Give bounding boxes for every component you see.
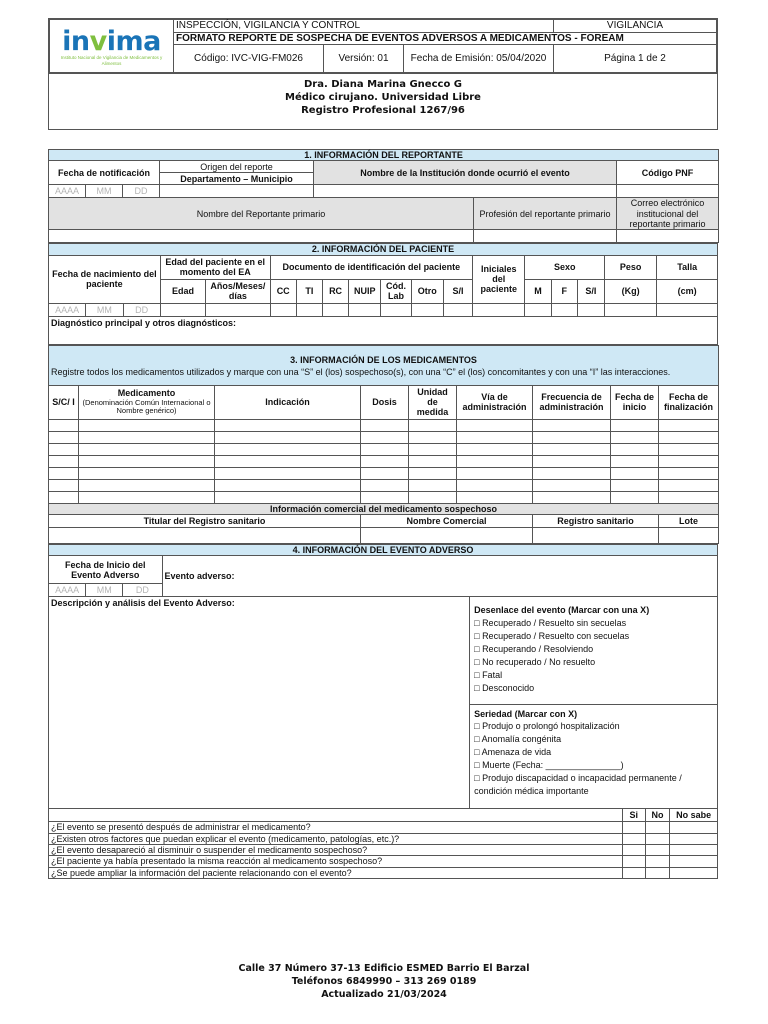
medication-cell[interactable]: [49, 479, 79, 491]
section-3-title: 3. INFORMACIÓN DE LOS MEDICAMENTOS: [290, 354, 477, 365]
doc-codlab-label: Cód. Lab: [381, 279, 411, 303]
comercial-label: Información comercial del medicamento sospechoso: [49, 503, 719, 514]
doctor-name: Dra. Diana Marina Gnecco G: [303, 79, 463, 90]
edad-ea-label: Edad del paciente en el momento del EA: [160, 255, 270, 279]
medication-cell[interactable]: [457, 491, 533, 503]
seriedad-option[interactable]: [474, 746, 713, 759]
checkbox-icon[interactable]: □: [474, 772, 483, 783]
seriedad-option[interactable]: [474, 772, 713, 798]
subarea-label: VIGILANCIA: [554, 20, 717, 33]
desenlace-option-label: Desconocido: [482, 682, 535, 693]
depto-input[interactable]: [160, 185, 314, 198]
medicamento-label: [79, 385, 215, 419]
medication-cell[interactable]: [457, 479, 533, 491]
form-version: Versión: 01: [324, 45, 404, 73]
issue-date: Fecha de Emisión: 05/04/2020: [404, 45, 554, 73]
checkbox-icon[interactable]: □: [474, 682, 483, 693]
sexo-m-label: M: [525, 279, 551, 303]
doctor-block: [49, 73, 717, 129]
medication-cell[interactable]: [361, 467, 409, 479]
footer-updated: Actualizado 21/03/2024: [321, 989, 447, 1000]
medication-cell[interactable]: [611, 479, 659, 491]
diagnostico-label: Diagnóstico principal y otros diagnósticos:: [49, 316, 718, 329]
answer-no-cell[interactable]: [645, 822, 670, 833]
question-text: ¿El evento se presentó después de administrar el medicamento?: [49, 822, 623, 833]
medication-cell[interactable]: [611, 431, 659, 443]
medication-cell[interactable]: [215, 419, 361, 431]
sexo-label: Sexo: [525, 255, 605, 279]
area-label: INSPECCIÓN, VIGILANCIA Y CONTROL: [174, 20, 554, 33]
doc-otro-input[interactable]: [411, 303, 443, 316]
answer-si-cell[interactable]: [622, 867, 645, 878]
answer-no-cell[interactable]: [645, 845, 670, 856]
desenlace-option-label: Recuperado / Resuelto con secuelas: [482, 630, 630, 641]
edad-input[interactable]: [160, 303, 205, 316]
registro-label: Registro sanitario: [533, 515, 659, 528]
medication-cell[interactable]: [611, 419, 659, 431]
medication-cell[interactable]: [79, 479, 215, 491]
medication-cell[interactable]: [457, 431, 533, 443]
medication-cell[interactable]: [533, 443, 611, 455]
medication-cell[interactable]: [409, 491, 457, 503]
medication-cell[interactable]: [611, 443, 659, 455]
codigo-pnf-input[interactable]: [617, 185, 719, 198]
doctor-title: Médico cirujano. Universidad Libre: [285, 92, 481, 103]
question-text: ¿El paciente ya había presentado la misma reacción al medicamento sospechoso?: [49, 856, 623, 867]
desenlace-option[interactable]: [474, 682, 713, 695]
desenlace-title: Desenlace del evento (Marcar con una X): [474, 605, 650, 616]
page-footer: [0, 962, 768, 1001]
seriedad-option[interactable]: [474, 733, 713, 746]
medication-cell[interactable]: [533, 419, 611, 431]
desenlace-box: [470, 597, 718, 705]
evento-day-input[interactable]: DD: [123, 584, 162, 597]
checkbox-icon[interactable]: □: [474, 759, 483, 770]
desenlace-option[interactable]: [474, 630, 713, 643]
seriedad-title: Seriedad (Marcar con X): [474, 709, 578, 720]
medication-cell[interactable]: [659, 443, 719, 455]
checkbox-icon[interactable]: □: [474, 669, 483, 680]
nombre-comercial-input[interactable]: [361, 528, 533, 544]
registro-input[interactable]: [533, 528, 659, 544]
peso-unit: (Kg): [604, 279, 656, 303]
report-form: [48, 149, 718, 879]
titular-label: Titular del Registro sanitario: [49, 515, 361, 528]
correo-input[interactable]: [617, 230, 719, 243]
question-row: [49, 833, 718, 844]
answer-nosabe-cell[interactable]: [670, 845, 718, 856]
medication-cell[interactable]: [361, 419, 409, 431]
logo-subtitle: Instituto Nacional de Vigilancia de Medicamentos y Alimentos: [60, 55, 163, 66]
lote-input[interactable]: [659, 528, 719, 544]
inicio-label: Fecha de inicio: [611, 385, 659, 419]
section-patient: [48, 243, 718, 344]
medication-cell[interactable]: [611, 491, 659, 503]
medication-cell[interactable]: [361, 455, 409, 467]
dosis-label: Dosis: [361, 385, 409, 419]
unidad-edad-input[interactable]: [206, 303, 270, 316]
question-text: ¿Se puede ampliar la información del paciente relacionando con el evento?: [49, 867, 623, 878]
desenlace-option[interactable]: [474, 656, 713, 669]
iniciales-input[interactable]: [473, 303, 525, 316]
edad-label: Edad: [160, 279, 205, 303]
seriedad-options: [474, 720, 713, 798]
doc-cc-label: CC: [270, 279, 296, 303]
question-row: [49, 867, 718, 878]
section-2-title: 2. INFORMACIÓN DEL PACIENTE: [49, 244, 718, 255]
notif-year-input[interactable]: AAAA: [49, 185, 86, 198]
profesion-label: Profesión del reportante primario: [474, 198, 617, 230]
desenlace-option-label: Recuperando / Resolviendo: [482, 643, 594, 654]
notif-month-input[interactable]: MM: [86, 185, 123, 198]
col-si-label: Si: [622, 809, 645, 822]
doc-otro-label: Otro: [411, 279, 443, 303]
medication-cell[interactable]: [49, 455, 79, 467]
checkbox-icon[interactable]: □: [474, 733, 482, 744]
seriedad-option-label: Anomalía congénita: [481, 733, 562, 744]
answer-no-cell[interactable]: [645, 833, 670, 844]
medication-cell[interactable]: [409, 443, 457, 455]
depto-label: Departamento – Municipio: [160, 173, 314, 185]
notif-day-input[interactable]: DD: [123, 185, 160, 198]
medication-cell[interactable]: [79, 419, 215, 431]
unidad-label: Unidad de medida: [409, 385, 457, 419]
medication-cell[interactable]: [215, 455, 361, 467]
seriedad-option-label: Produjo discapacidad o incapacidad permanente / condición médica importante: [474, 772, 682, 796]
talla-input[interactable]: [657, 303, 718, 316]
checkbox-icon[interactable]: □: [474, 746, 482, 757]
answer-no-cell[interactable]: [645, 867, 670, 878]
descripcion-area[interactable]: [49, 597, 470, 809]
medication-cell[interactable]: [659, 491, 719, 503]
evento-label: Evento adverso:: [162, 556, 717, 597]
medication-row: [49, 443, 719, 455]
medication-cell[interactable]: [659, 479, 719, 491]
doc-ti-label: TI: [296, 279, 322, 303]
sexo-si-label: S/I: [577, 279, 604, 303]
medication-cell[interactable]: [79, 455, 215, 467]
seriedad-option-label: Produjo o prolongó hospitalización: [482, 720, 620, 731]
seriedad-option[interactable]: [474, 720, 713, 733]
medication-cell[interactable]: [409, 419, 457, 431]
medication-cell[interactable]: [49, 443, 79, 455]
frecuencia-label: Frecuencia de administración: [533, 385, 611, 419]
doc-nuip-label: NUIP: [349, 279, 381, 303]
medication-cell[interactable]: [533, 467, 611, 479]
profesion-input[interactable]: [474, 230, 617, 243]
nac-day-input[interactable]: DD: [123, 303, 160, 316]
desenlace-option[interactable]: [474, 617, 713, 630]
logo-wordmark: invima: [62, 26, 161, 58]
reportante-label: Nombre del Reportante primario: [49, 198, 474, 230]
diagnostico-input[interactable]: [49, 329, 718, 344]
via-label: Vía de administración: [457, 385, 533, 419]
medication-cell[interactable]: [361, 443, 409, 455]
seriedad-option-label: Muerte (Fecha: _______________): [482, 759, 624, 770]
medication-cell[interactable]: [361, 491, 409, 503]
doc-ti-input[interactable]: [296, 303, 322, 316]
checkbox-icon[interactable]: □: [474, 720, 483, 731]
doc-cc-input[interactable]: [270, 303, 296, 316]
checkbox-icon[interactable]: □: [474, 643, 483, 654]
section-3-header: [49, 345, 719, 385]
question-row: [49, 845, 718, 856]
medication-cell[interactable]: [409, 467, 457, 479]
section-3-instructions: Registre todos los medicamentos utilizados y marque con una “S” el (los) sospechoso(s), con una “C” el (los) concomitantes y con una “I” las interacciones.: [51, 366, 671, 377]
sexo-f-label: F: [551, 279, 577, 303]
medication-cell[interactable]: [533, 491, 611, 503]
medication-cell[interactable]: [79, 491, 215, 503]
medication-cell[interactable]: [79, 431, 215, 443]
doc-rc-label: RC: [322, 279, 348, 303]
medication-cell[interactable]: [215, 443, 361, 455]
form-title: FORMATO REPORTE DE SOSPECHA DE EVENTOS ADVERSOS A MEDICAMENTOS - FOREAM: [174, 32, 717, 45]
scol-label: S/C/ I: [49, 385, 79, 419]
medication-cell[interactable]: [659, 419, 719, 431]
medication-cell[interactable]: [533, 455, 611, 467]
nac-year-input[interactable]: AAAA: [49, 303, 86, 316]
section-1-title: 1. INFORMACIÓN DEL REPORTANTE: [49, 150, 719, 161]
codigo-pnf-label: Código PNF: [617, 161, 719, 185]
logo: [50, 20, 174, 73]
medication-cell[interactable]: [533, 431, 611, 443]
talla-label: Talla: [657, 255, 718, 279]
doc-rc-input[interactable]: [322, 303, 348, 316]
desenlace-option-label: Recuperado / Resuelto sin secuelas: [482, 617, 627, 628]
seriedad-option-label: Amenaza de vida: [481, 746, 552, 757]
medication-row: [49, 491, 719, 503]
question-row: [49, 822, 718, 833]
sexo-m-input[interactable]: [525, 303, 551, 316]
seriedad-option[interactable]: [474, 759, 713, 772]
nac-month-input[interactable]: MM: [86, 303, 123, 316]
answer-no-cell[interactable]: [645, 856, 670, 867]
origen-label: Origen del reporte: [160, 161, 314, 173]
doc-nuip-input[interactable]: [349, 303, 381, 316]
fin-label: Fecha de finalización: [659, 385, 719, 419]
seriedad-box: [470, 705, 718, 809]
medication-cell[interactable]: [49, 491, 79, 503]
question-text: ¿Existen otros factores que puedan explicar el evento (medicamento, patologías, etc.)?: [49, 833, 623, 844]
answer-si-cell[interactable]: [622, 856, 645, 867]
desenlace-option-label: No recuperado / No resuelto: [482, 656, 596, 667]
titular-input[interactable]: [49, 528, 361, 544]
iniciales-label: Iniciales del paciente: [473, 255, 525, 303]
medication-cell[interactable]: [49, 419, 79, 431]
doc-si-label: S/I: [443, 279, 472, 303]
sexo-f-input[interactable]: [551, 303, 577, 316]
evento-year-input[interactable]: AAAA: [49, 584, 86, 597]
lote-label: Lote: [659, 515, 719, 528]
reportante-input[interactable]: [49, 230, 474, 243]
institucion-label: Nombre de la Institución donde ocurrió el evento: [314, 161, 617, 185]
institucion-input[interactable]: [314, 185, 617, 198]
answer-nosabe-cell[interactable]: [670, 822, 718, 833]
doctor-registry: Registro Profesional 1267/96: [301, 105, 465, 116]
medication-cell[interactable]: [611, 467, 659, 479]
nombre-comercial-label: Nombre Comercial: [361, 515, 533, 528]
correo-label: Correo electrónico institucional del reportante primario: [617, 198, 719, 230]
fecha-notificacion-label: Fecha de notificación: [49, 161, 160, 185]
medication-cell[interactable]: [457, 467, 533, 479]
medication-cell[interactable]: [611, 455, 659, 467]
causality-questions: [49, 822, 718, 879]
document-header: [48, 18, 718, 130]
medication-cell[interactable]: [215, 467, 361, 479]
medication-cell[interactable]: [215, 491, 361, 503]
footer-phones: Teléfonos 6849990 – 313 269 0189: [291, 976, 477, 987]
medication-cell[interactable]: [659, 431, 719, 443]
answer-si-cell[interactable]: [622, 822, 645, 833]
medicamento-subtitle: (Denominación Común Internacional o Nombre genérico): [82, 397, 211, 416]
peso-input[interactable]: [604, 303, 656, 316]
section-4-title: 4. INFORMACIÓN DEL EVENTO ADVERSO: [49, 545, 718, 556]
medication-cell[interactable]: [457, 419, 533, 431]
medication-cell[interactable]: [361, 431, 409, 443]
fecha-nac-label: Fecha de nacimiento del paciente: [49, 255, 161, 303]
col-nosabe-label: No sabe: [670, 809, 718, 822]
answer-nosabe-cell[interactable]: [670, 856, 718, 867]
talla-unit: (cm): [657, 279, 718, 303]
medication-cell[interactable]: [457, 443, 533, 455]
answer-si-cell[interactable]: [622, 833, 645, 844]
evento-month-input[interactable]: MM: [86, 584, 123, 597]
desenlace-option-label: Fatal: [482, 669, 503, 680]
answer-nosabe-cell[interactable]: [670, 833, 718, 844]
medication-rows: [49, 419, 719, 503]
desenlace-option[interactable]: [474, 643, 713, 656]
medication-cell[interactable]: [361, 479, 409, 491]
form-code: Código: IVC-VIG-FM026: [174, 45, 324, 73]
doc-si-input[interactable]: [443, 303, 472, 316]
medication-row: [49, 455, 719, 467]
col-no-label: No: [645, 809, 670, 822]
medication-cell[interactable]: [457, 455, 533, 467]
page-number: Página 1 de 2: [554, 45, 717, 73]
peso-label: Peso: [604, 255, 656, 279]
answer-nosabe-cell[interactable]: [670, 867, 718, 878]
sexo-si-input[interactable]: [577, 303, 604, 316]
question-text: ¿El evento desapareció al disminuir o suspender el medicamento sospechoso?: [49, 845, 623, 856]
unidad-edad-label: Años/Meses/ días: [206, 279, 270, 303]
medicamento-title: Medicamento: [117, 388, 176, 399]
medication-cell[interactable]: [79, 443, 215, 455]
descripcion-label: Descripción y análisis del Evento Adverso:: [51, 598, 235, 609]
medication-cell[interactable]: [49, 467, 79, 479]
footer-address: Calle 37 Número 37-13 Edificio ESMED Barrio El Barzal: [238, 963, 530, 974]
desenlace-options: [474, 617, 713, 695]
medication-row: [49, 431, 719, 443]
section-reporter: [48, 149, 719, 243]
medication-row: [49, 419, 719, 431]
fecha-inicio-label: Fecha de Inicio del Evento Adverso: [49, 556, 163, 584]
medication-cell[interactable]: [659, 467, 719, 479]
question-row: [49, 856, 718, 867]
medication-row: [49, 479, 719, 491]
medication-cell[interactable]: [215, 479, 361, 491]
doc-codlab-input[interactable]: [381, 303, 411, 316]
checkbox-icon[interactable]: □: [474, 630, 483, 641]
medication-cell[interactable]: [49, 431, 79, 443]
section-medications: [48, 345, 719, 544]
medication-row: [49, 467, 719, 479]
checkbox-icon[interactable]: □: [474, 656, 483, 667]
section-adverse-event: [48, 544, 718, 879]
medication-cell[interactable]: [409, 455, 457, 467]
medication-cell[interactable]: [215, 431, 361, 443]
medication-cell[interactable]: [79, 467, 215, 479]
documento-label: Documento de identificación del paciente: [270, 255, 472, 279]
desenlace-option[interactable]: [474, 669, 713, 682]
medication-cell[interactable]: [659, 455, 719, 467]
checkbox-icon[interactable]: □: [474, 617, 483, 628]
medication-cell[interactable]: [409, 479, 457, 491]
medication-cell[interactable]: [409, 431, 457, 443]
answer-si-cell[interactable]: [622, 845, 645, 856]
indicacion-label: Indicación: [215, 385, 361, 419]
medication-cell[interactable]: [533, 479, 611, 491]
